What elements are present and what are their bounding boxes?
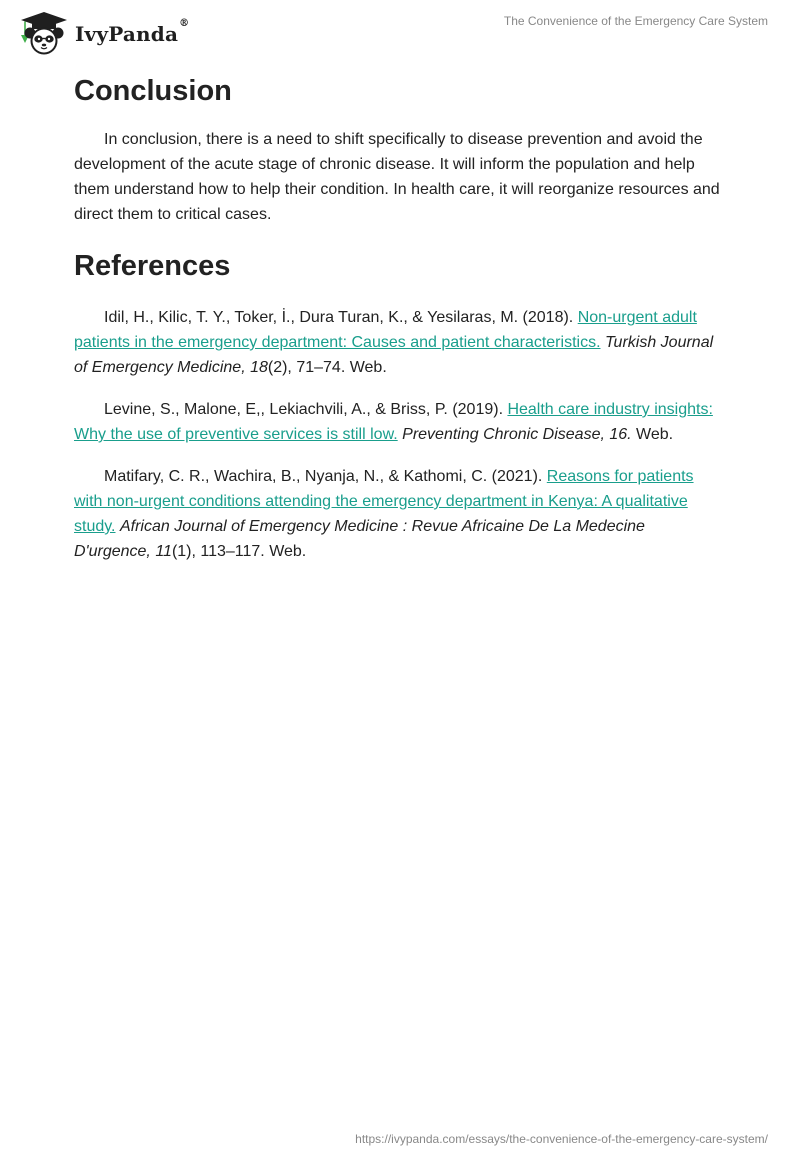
reference-item [74, 397, 724, 447]
reference-journal: African Journal of Emergency Medicine : Revue Africaine De La Medecine D'urgence, 11 [74, 518, 645, 560]
reference-link[interactable]: Health care industry insights: Why the use of preventive services is still low. [74, 401, 713, 443]
document-title: The Convenience of the Emergency Care System [503, 14, 768, 28]
references-heading: References [74, 250, 231, 282]
source-url[interactable]: https://ivypanda.com/essays/the-convenience-of-the-emergency-care-system/ [355, 1132, 768, 1146]
reference-item [74, 305, 724, 380]
conclusion-paragraph: In conclusion, there is a need to shift specifically to disease prevention and avoid the development of the acute stage of chronic disease. It will inform the population and help them understand how to help their condition. In health care, it will reorganize resources and direct them to critical cases. [74, 131, 720, 223]
reference-authors: Matifary, C. R., Wachira, B., Nyanja, N., & Kathomi, C. (2021). [104, 468, 547, 485]
logo-text: IvyPanda® [75, 18, 190, 46]
reference-details: Web. [631, 426, 674, 443]
reference-details: (1), 113–117. Web. [171, 543, 307, 560]
ivypanda-logo[interactable] [15, 9, 189, 57]
reference-details: (2), 71–74. Web. [267, 359, 387, 376]
reference-link[interactable]: Non-urgent adult patients in the emergency department: Causes and patient characteristics. [74, 309, 697, 351]
reference-journal: Preventing Chronic Disease, 16. [402, 426, 632, 443]
essay-content [74, 72, 724, 581]
panda-graduate-icon [15, 9, 73, 57]
reference-journal: Turkish Journal of Emergency Medicine, 18 [74, 334, 714, 376]
conclusion-heading: Conclusion [74, 75, 232, 107]
page-header [0, 0, 800, 60]
reference-authors: Levine, S., Malone, E,, Lekiachvili, A., & Briss, P. (2019). [104, 401, 508, 418]
reference-link[interactable]: Reasons for patients with non-urgent conditions attending the emergency department in Kenya: A qualitative study. [74, 468, 694, 535]
registered-mark: ® [179, 18, 190, 29]
reference-authors: Idil, H., Kilic, T. Y., Toker, İ., Dura Turan, K., & Yesilaras, M. (2018). [104, 309, 578, 326]
reference-item [74, 464, 724, 564]
